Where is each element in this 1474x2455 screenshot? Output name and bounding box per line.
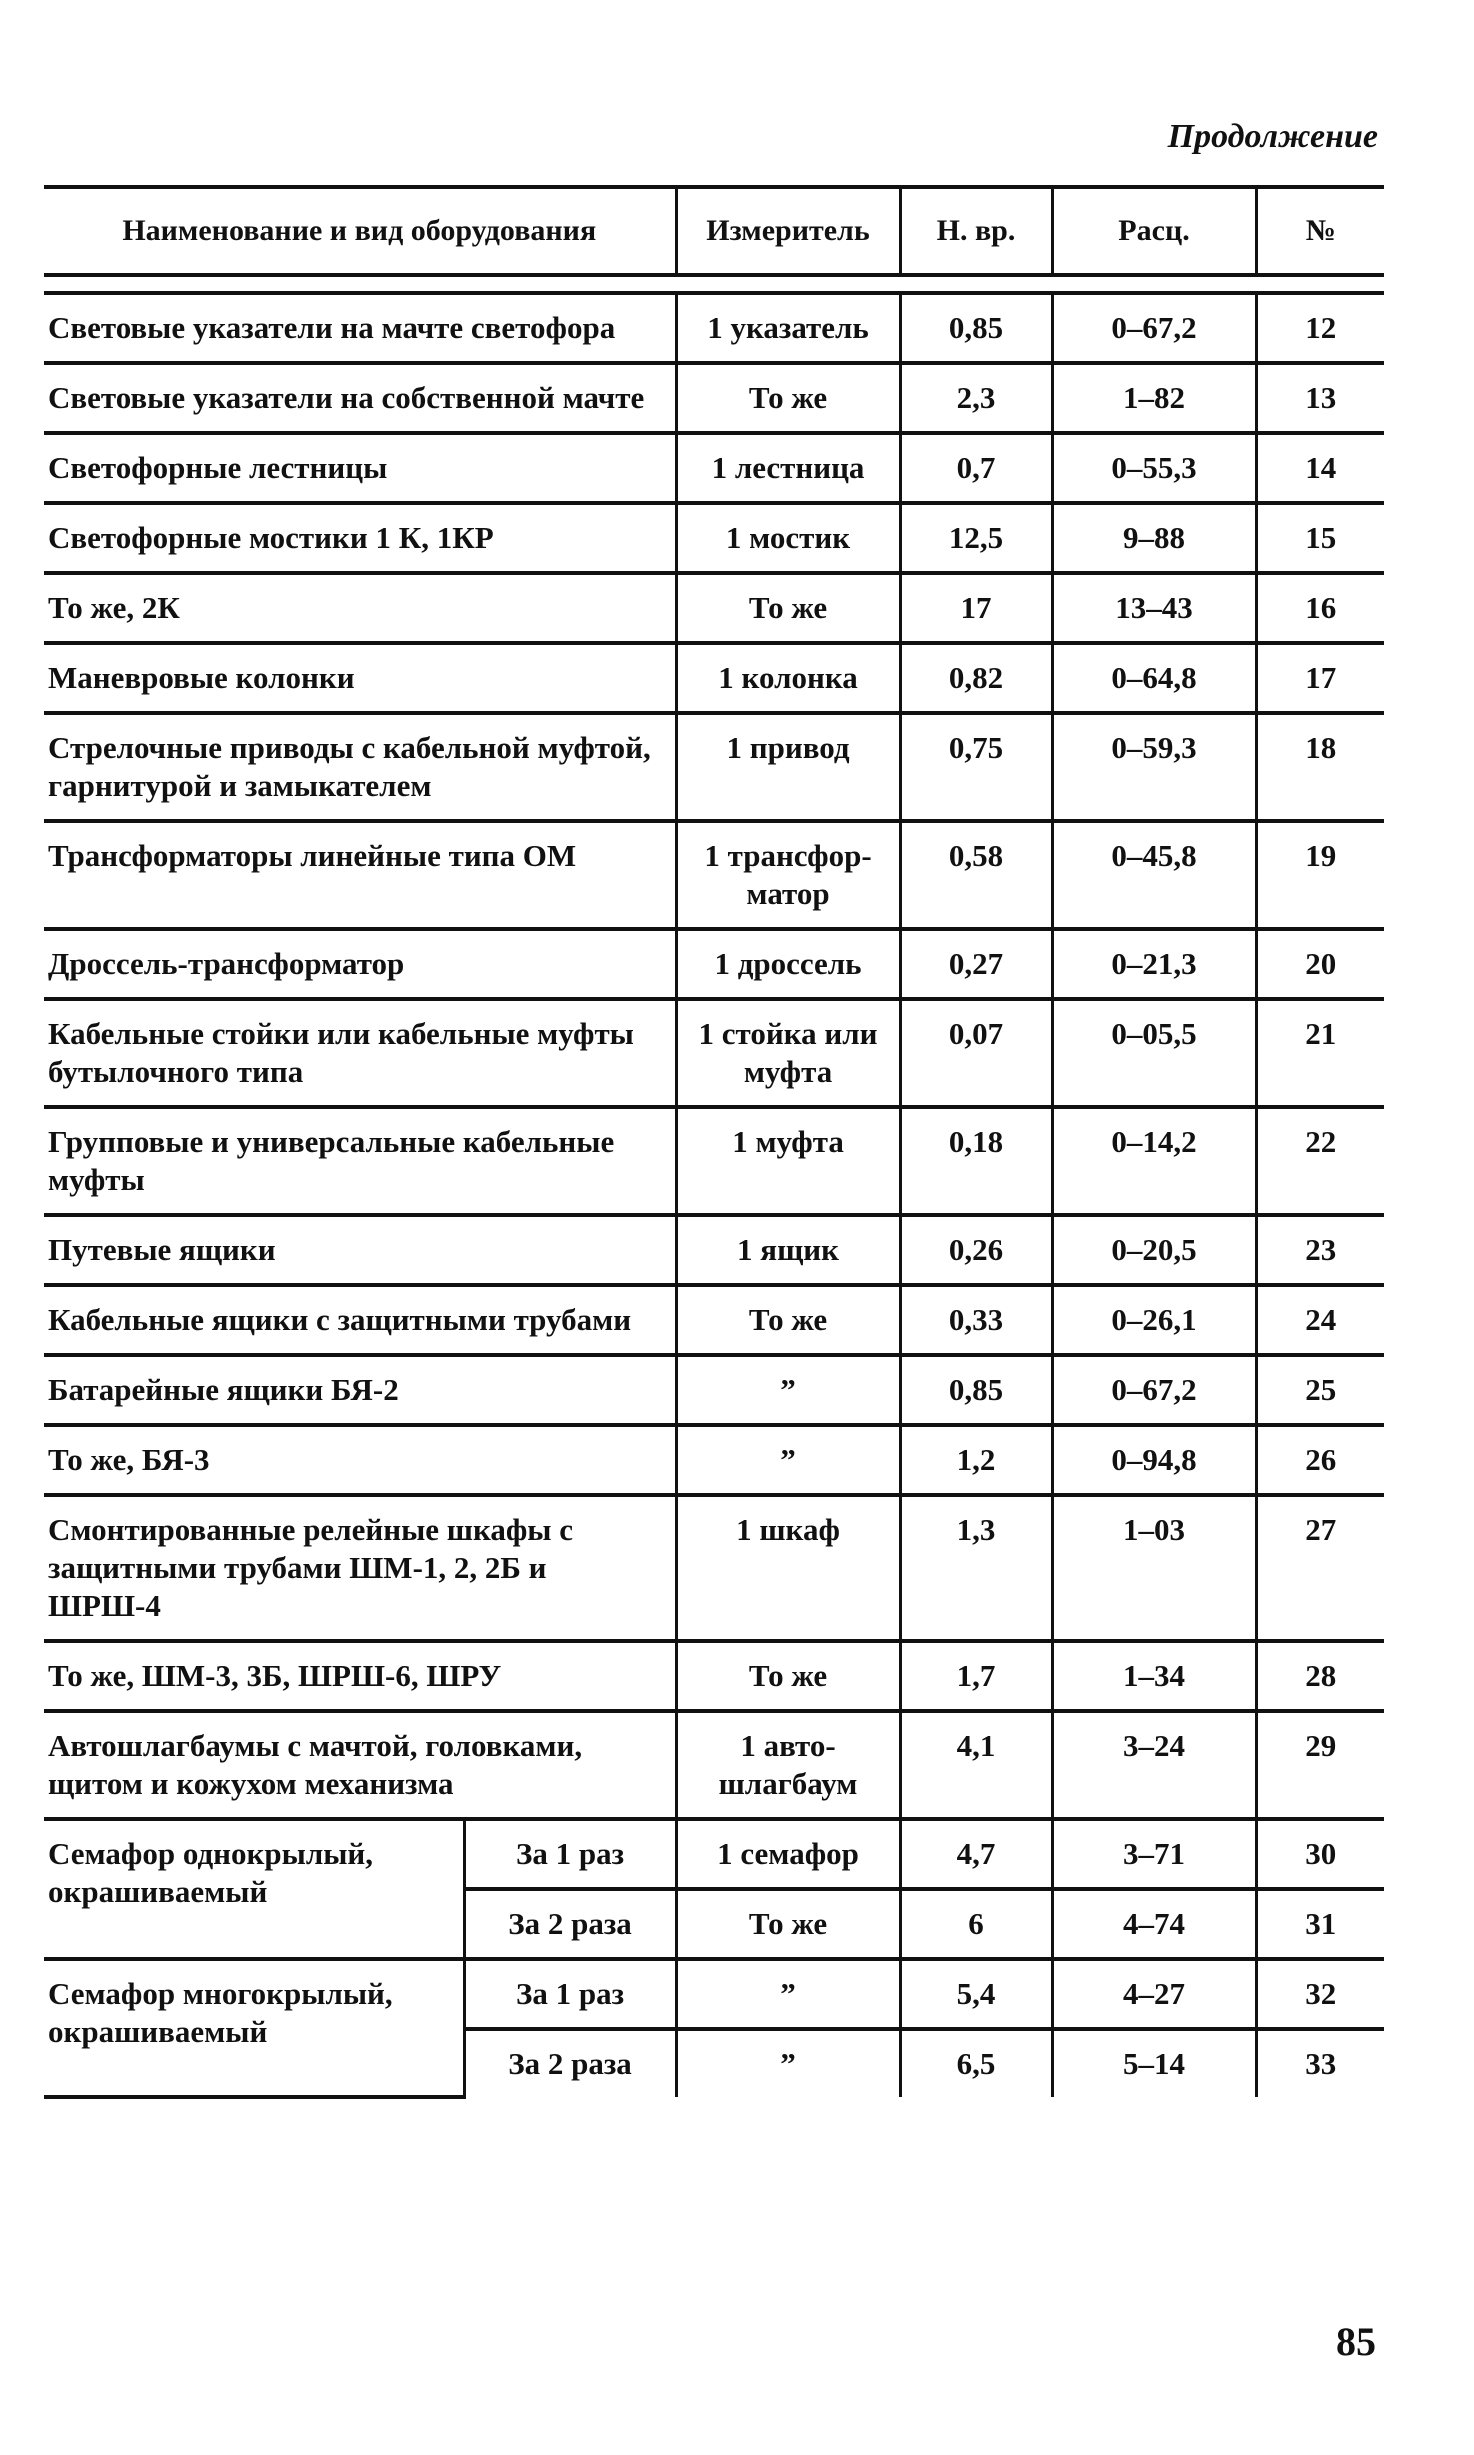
header-gap	[44, 275, 1384, 293]
table-row	[44, 1215, 1384, 1285]
norm-time-cell: 0,58	[900, 821, 1052, 929]
equipment-name-cell: Автошлагбаумы с мачтой, головками, щитом и кожухом механизма	[44, 1711, 676, 1819]
norm-time-cell: 0,33	[900, 1285, 1052, 1355]
unit-cell: То же	[676, 573, 900, 643]
unit-cell: 1 привод	[676, 713, 900, 821]
equipment-name-cell: Групповые и универсальные кабельные муфты	[44, 1107, 676, 1215]
row-number-cell: 33	[1256, 2029, 1384, 2097]
rate-cell: 1–34	[1052, 1641, 1256, 1711]
equipment-name-cell: Световые указатели на собственной мачте	[44, 363, 676, 433]
norm-time-cell: 1,7	[900, 1641, 1052, 1711]
row-number-cell: 26	[1256, 1425, 1384, 1495]
table-header	[44, 187, 1384, 275]
equipment-name-cell: Батарейные ящики БЯ-2	[44, 1355, 676, 1425]
rate-cell: 1–82	[1052, 363, 1256, 433]
rate-cell: 3–71	[1052, 1819, 1256, 1889]
rate-cell: 13–43	[1052, 573, 1256, 643]
norm-time-cell: 2,3	[900, 363, 1052, 433]
semaphore-name-cell: Семафор однокрылый, окрашиваемый	[44, 1819, 464, 1959]
rate-cell: 3–24	[1052, 1711, 1256, 1819]
table-row	[44, 1495, 1384, 1641]
norm-time-cell: 0,26	[900, 1215, 1052, 1285]
norm-time-cell: 0,18	[900, 1107, 1052, 1215]
unit-cell: 1 трансформатор	[676, 821, 900, 929]
rate-cell: 0–59,3	[1052, 713, 1256, 821]
header-row	[44, 187, 1384, 275]
rate-cell: 0–55,3	[1052, 433, 1256, 503]
table-row	[44, 999, 1384, 1107]
unit-cell: То же	[676, 363, 900, 433]
rate-cell: 5–14	[1052, 2029, 1256, 2097]
unit-cell: 1 дроссель	[676, 929, 900, 999]
norm-time-cell: 0,27	[900, 929, 1052, 999]
rate-cell: 0–05,5	[1052, 999, 1256, 1107]
column-header-unit: Измеритель	[676, 187, 900, 275]
table-row	[44, 1711, 1384, 1819]
norm-time-cell: 4,7	[900, 1819, 1052, 1889]
rate-cell: 0–26,1	[1052, 1285, 1256, 1355]
norm-time-cell: 0,85	[900, 1355, 1052, 1425]
column-header-number: №	[1256, 187, 1384, 275]
painting-mode-cell: За 1 раз	[464, 1959, 676, 2029]
equipment-norms-table	[44, 185, 1384, 2099]
rate-cell: 1–03	[1052, 1495, 1256, 1641]
table-row	[44, 1107, 1384, 1215]
table-row	[44, 713, 1384, 821]
row-number-cell: 12	[1256, 293, 1384, 363]
norm-time-cell: 0,07	[900, 999, 1052, 1107]
table-row	[44, 363, 1384, 433]
row-number-cell: 24	[1256, 1285, 1384, 1355]
row-number-cell: 14	[1256, 433, 1384, 503]
norm-time-cell: 5,4	[900, 1959, 1052, 2029]
norm-time-cell: 0,82	[900, 643, 1052, 713]
norm-time-cell: 6,5	[900, 2029, 1052, 2097]
rate-cell: 0–14,2	[1052, 1107, 1256, 1215]
rate-cell: 0–67,2	[1052, 1355, 1256, 1425]
unit-cell: 1 шкаф	[676, 1495, 900, 1641]
norm-time-cell: 4,1	[900, 1711, 1052, 1819]
table-row	[44, 821, 1384, 929]
equipment-name-cell: Кабельные стойки или кабельные муфты бутылочного типа	[44, 999, 676, 1107]
norm-time-cell: 1,2	[900, 1425, 1052, 1495]
equipment-name-cell: Маневровые колонки	[44, 643, 676, 713]
equipment-name-cell: То же, ШМ-3, 3Б, ШРШ-6, ШРУ	[44, 1641, 676, 1711]
row-number-cell: 21	[1256, 999, 1384, 1107]
unit-cell: 1 колонка	[676, 643, 900, 713]
unit-cell: 1 лестница	[676, 433, 900, 503]
norm-time-cell: 1,3	[900, 1495, 1052, 1641]
unit-cell: То же	[676, 1641, 900, 1711]
row-number-cell: 15	[1256, 503, 1384, 573]
row-number-cell: 20	[1256, 929, 1384, 999]
unit-cell: ”	[676, 1355, 900, 1425]
equipment-name-cell: То же, БЯ-3	[44, 1425, 676, 1495]
unit-cell: То же	[676, 1889, 900, 1959]
rate-cell: 0–67,2	[1052, 293, 1256, 363]
painting-mode-cell: За 2 раза	[464, 1889, 676, 1959]
row-number-cell: 27	[1256, 1495, 1384, 1641]
row-number-cell: 25	[1256, 1355, 1384, 1425]
equipment-name-cell: Дроссель-трансформатор	[44, 929, 676, 999]
norm-time-cell: 0,75	[900, 713, 1052, 821]
table-row	[44, 643, 1384, 713]
norm-time-cell: 0,7	[900, 433, 1052, 503]
unit-cell: ”	[676, 1959, 900, 2029]
unit-cell: 1 семафор	[676, 1819, 900, 1889]
unit-cell: 1 стойка или муфта	[676, 999, 900, 1107]
unit-cell: 1 ящик	[676, 1215, 900, 1285]
rate-cell: 4–27	[1052, 1959, 1256, 2029]
equipment-name-cell: Путевые ящики	[44, 1215, 676, 1285]
table-row	[44, 1641, 1384, 1711]
rate-cell: 0–21,3	[1052, 929, 1256, 999]
rate-cell: 0–64,8	[1052, 643, 1256, 713]
page-number: 85	[1336, 2319, 1376, 2364]
row-number-cell: 17	[1256, 643, 1384, 713]
table-row	[44, 929, 1384, 999]
row-number-cell: 19	[1256, 821, 1384, 929]
table-row	[44, 503, 1384, 573]
norm-time-cell: 6	[900, 1889, 1052, 1959]
continuation-label: Продолжение	[1167, 118, 1378, 155]
row-number-cell: 30	[1256, 1819, 1384, 1889]
column-header-norm: Н. вр.	[900, 187, 1052, 275]
table-row	[44, 1285, 1384, 1355]
table-row	[44, 1959, 1384, 2029]
column-header-rate: Расц.	[1052, 187, 1256, 275]
row-number-cell: 18	[1256, 713, 1384, 821]
rate-cell: 0–94,8	[1052, 1425, 1256, 1495]
equipment-name-cell: Световые указатели на мачте светофора	[44, 293, 676, 363]
table-row	[44, 1355, 1384, 1425]
header-gap-cell	[44, 275, 1384, 293]
table-row	[44, 1425, 1384, 1495]
row-number-cell: 13	[1256, 363, 1384, 433]
unit-cell: 1 муфта	[676, 1107, 900, 1215]
table-row	[44, 293, 1384, 363]
unit-cell: ”	[676, 2029, 900, 2097]
table-body	[44, 275, 1384, 2097]
semaphore-name-cell: Семафор многокрылый, окрашиваемый	[44, 1959, 464, 2097]
unit-cell: 1 указатель	[676, 293, 900, 363]
rate-cell: 0–20,5	[1052, 1215, 1256, 1285]
row-number-cell: 28	[1256, 1641, 1384, 1711]
equipment-name-cell: Светофорные мостики 1 К, 1КР	[44, 503, 676, 573]
row-number-cell: 23	[1256, 1215, 1384, 1285]
table-row	[44, 573, 1384, 643]
rate-cell: 4–74	[1052, 1889, 1256, 1959]
norm-time-cell: 17	[900, 573, 1052, 643]
rate-cell: 9–88	[1052, 503, 1256, 573]
row-number-cell: 32	[1256, 1959, 1384, 2029]
column-header-name: Наименование и вид оборудования	[44, 187, 676, 275]
unit-cell: То же	[676, 1285, 900, 1355]
row-number-cell: 16	[1256, 573, 1384, 643]
row-number-cell: 31	[1256, 1889, 1384, 1959]
table-row	[44, 1819, 1384, 1889]
equipment-name-cell: То же, 2К	[44, 573, 676, 643]
unit-cell: 1 автошлагбаум	[676, 1711, 900, 1819]
norm-time-cell: 12,5	[900, 503, 1052, 573]
equipment-name-cell: Смонтированные релейные шкафы с защитными трубами ШМ-1, 2, 2Б и ШРШ-4	[44, 1495, 676, 1641]
unit-cell: ”	[676, 1425, 900, 1495]
row-number-cell: 29	[1256, 1711, 1384, 1819]
table-row	[44, 433, 1384, 503]
unit-cell: 1 мостик	[676, 503, 900, 573]
equipment-name-cell: Кабельные ящики с защитными трубами	[44, 1285, 676, 1355]
norm-time-cell: 0,85	[900, 293, 1052, 363]
painting-mode-cell: За 2 раза	[464, 2029, 676, 2097]
row-number-cell: 22	[1256, 1107, 1384, 1215]
equipment-name-cell: Светофорные лестницы	[44, 433, 676, 503]
equipment-name-cell: Трансформаторы линейные типа ОМ	[44, 821, 676, 929]
rate-cell: 0–45,8	[1052, 821, 1256, 929]
painting-mode-cell: За 1 раз	[464, 1819, 676, 1889]
equipment-name-cell: Стрелочные приводы с кабельной муфтой, гарнитурой и замыкателем	[44, 713, 676, 821]
